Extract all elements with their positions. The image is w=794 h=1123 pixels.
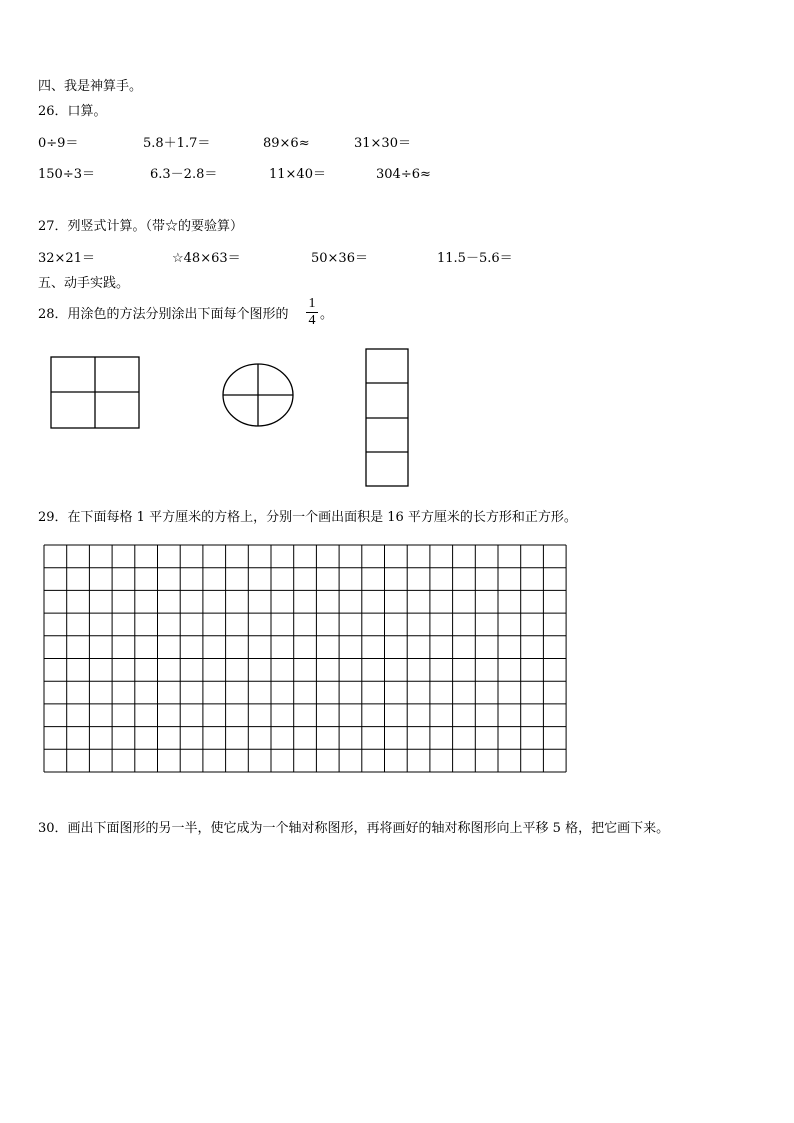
question-28-title: 28．用涂色的方法分别涂出下面每个图形的	[38, 307, 289, 322]
vertical-calc-item: ☆48×63＝	[172, 251, 241, 266]
oral-calc-item: 89×6≈	[263, 136, 310, 151]
vertical-calc-item: 11.5－5.6＝	[437, 251, 513, 266]
oral-calc-item: 11×40＝	[269, 167, 326, 182]
circle-divided-four[interactable]	[223, 364, 293, 426]
section-four-heading: 四、我是神算手。	[38, 79, 143, 94]
section-five-heading: 五、动手实践。	[38, 276, 130, 291]
question-29-title: 29．在下面每格 1 平方厘米的方格上，分别一个画出面积是 16 平方厘米的长方形和正方形。	[38, 510, 577, 525]
question-28-title-end: 。	[320, 307, 334, 322]
fraction-denominator: 4	[308, 313, 316, 328]
oral-calc-item: 0÷9＝	[38, 136, 79, 151]
vertical-calc-item: 32×21＝	[38, 251, 95, 266]
question-27-title: 27．列竖式计算。（带☆的要验算）	[38, 219, 244, 234]
oral-calc-item: 31×30＝	[354, 136, 411, 151]
fraction-numerator: 1	[308, 296, 316, 311]
square-divided-four[interactable]	[51, 357, 139, 428]
oral-calc-item: 304÷6≈	[376, 167, 431, 182]
question-30-title: 30．画出下面图形的另一半，使它成为一个轴对称图形，再将画好的轴对称图形向上平移 5 格，把它画下来。	[38, 821, 670, 836]
oral-calc-item: 6.3－2.8＝	[150, 167, 218, 182]
square-grid[interactable]	[44, 545, 566, 772]
vertical-calc-item: 50×36＝	[311, 251, 368, 266]
oral-calc-item: 5.8＋1.7＝	[143, 136, 211, 151]
oral-calc-item: 150÷3＝	[38, 167, 95, 182]
question-26-title: 26．口算。	[38, 104, 107, 119]
rectangle-divided-four[interactable]	[366, 349, 408, 486]
